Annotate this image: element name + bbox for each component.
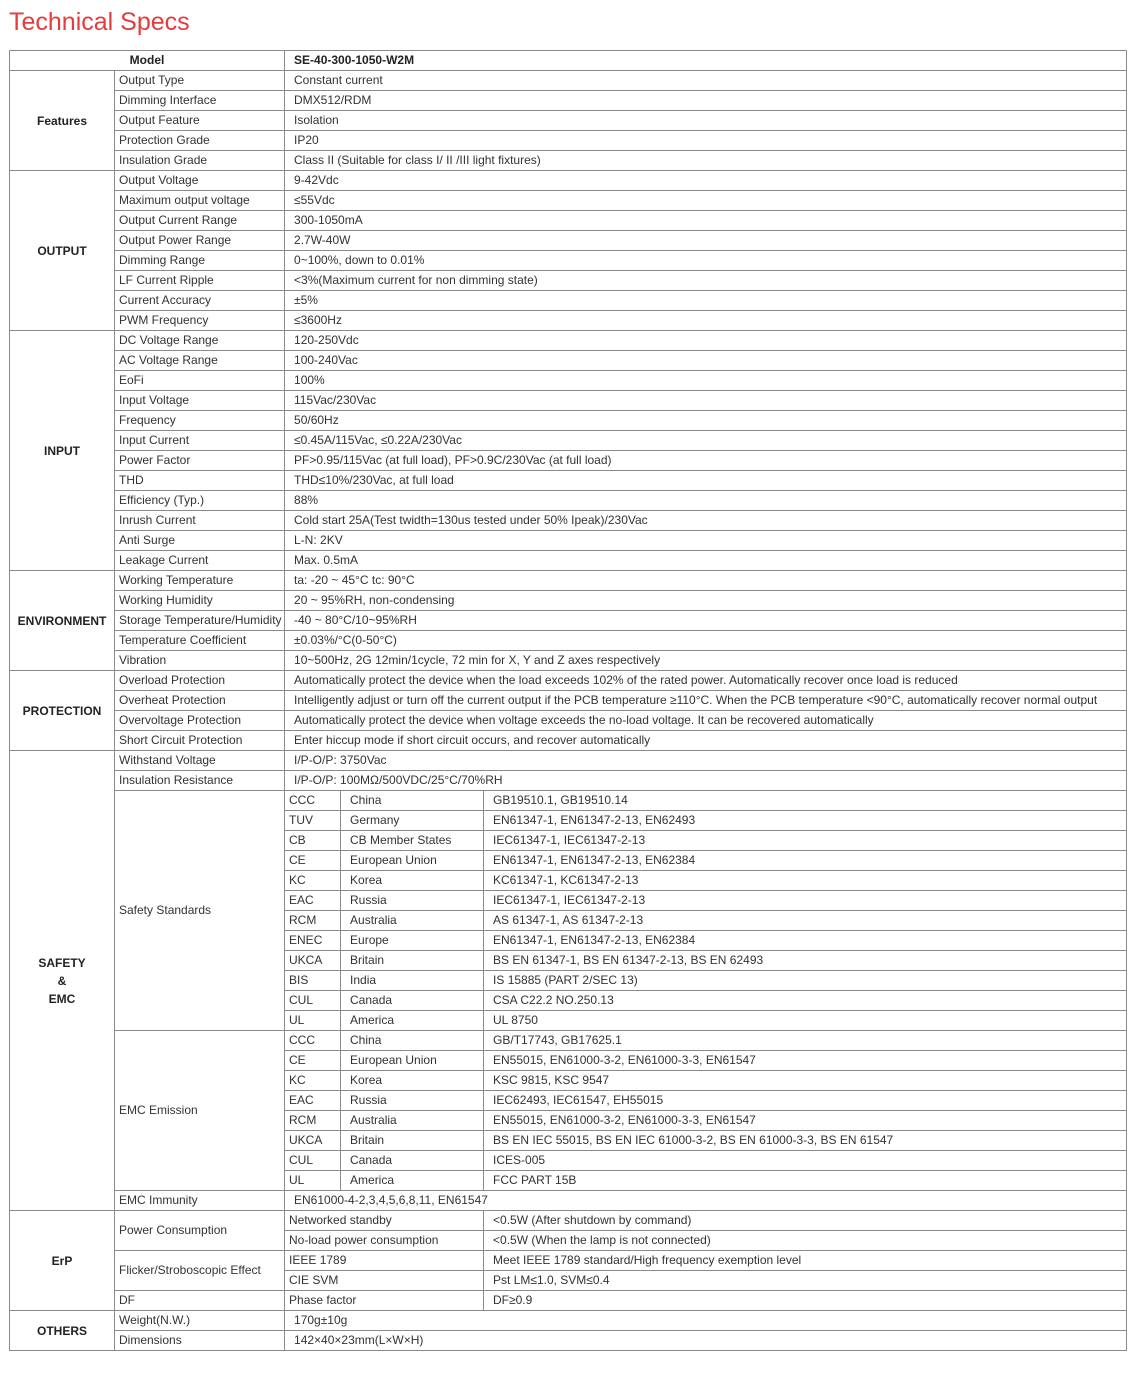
cert-code: CB: [285, 831, 341, 851]
table-row: [10, 391, 1127, 411]
spec-value: <3%(Maximum current for non dimming state): [285, 271, 1127, 291]
spec-value: 100-240Vac: [285, 351, 1127, 371]
table-row: [10, 491, 1127, 511]
cert-code: RCM: [285, 1111, 341, 1131]
spec-name: Insulation Resistance: [115, 771, 285, 791]
spec-value: 0~100%, down to 0.01%: [285, 251, 1127, 271]
spec-value: 300-1050mA: [285, 211, 1127, 231]
spec-value: ±0.03%/°C(0-50°C): [285, 631, 1127, 651]
table-row: [10, 731, 1127, 751]
spec-name: Overheat Protection: [115, 691, 285, 711]
table-row: [10, 211, 1127, 231]
spec-value: ≤0.45A/115Vac, ≤0.22A/230Vac: [285, 431, 1127, 451]
cert-region: Britain: [341, 1131, 484, 1151]
cert-standard: EN55015, EN61000-3-2, EN61000-3-3, EN61547: [484, 1051, 1127, 1071]
erp-item: CIE SVM: [285, 1271, 484, 1291]
table-row: [10, 271, 1127, 291]
cert-region: Korea: [341, 1071, 484, 1091]
spec-name: EMC Immunity: [115, 1191, 285, 1211]
table-row: [10, 631, 1127, 651]
spec-value: Automatically protect the device when the load exceeds 102% of the rated power. Automatically recover once load is reduced: [285, 671, 1127, 691]
spec-name: Dimensions: [115, 1331, 285, 1351]
table-row: [10, 451, 1127, 471]
erp-value: Pst LM≤1.0, SVM≤0.4: [484, 1271, 1127, 1291]
power-consumption-label: Power Consumption: [115, 1211, 285, 1251]
spec-value: 88%: [285, 491, 1127, 511]
table-row: [10, 1191, 1127, 1211]
table-row: [10, 551, 1127, 571]
spec-name: Working Temperature: [115, 571, 285, 591]
spec-name: Input Voltage: [115, 391, 285, 411]
emc-emission-label: EMC Emission: [115, 1031, 285, 1191]
spec-value: I/P-O/P: 3750Vac: [285, 751, 1127, 771]
table-row: [10, 131, 1127, 151]
erp-item: Phase factor: [285, 1291, 484, 1311]
cert-standard: KC61347-1, KC61347-2-13: [484, 871, 1127, 891]
table-row: [10, 111, 1127, 131]
cert-code: EAC: [285, 891, 341, 911]
erp-item: No-load power consumption: [285, 1231, 484, 1251]
cert-standard: IS 15885 (PART 2/SEC 13): [484, 971, 1127, 991]
cert-standard: BS EN 61347-1, BS EN 61347-2-13, BS EN 62493: [484, 951, 1127, 971]
spec-name: Insulation Grade: [115, 151, 285, 171]
table-row: [10, 771, 1127, 791]
cert-standard: FCC PART 15B: [484, 1171, 1127, 1191]
category-output: OUTPUT: [10, 171, 115, 331]
spec-value: 10~500Hz, 2G 12min/1cycle, 72 min for X, Y and Z axes respectively: [285, 651, 1127, 671]
spec-value: 2.7W-40W: [285, 231, 1127, 251]
spec-value: Cold start 25A(Test twidth=130us tested under 50% Ipeak)/230Vac: [285, 511, 1127, 531]
table-row: [10, 151, 1127, 171]
table-row: [10, 591, 1127, 611]
cert-code: UL: [285, 1011, 341, 1031]
spec-value: EN61000-4-2,3,4,5,6,8,11, EN61547: [285, 1191, 1127, 1211]
cert-region: Australia: [341, 1111, 484, 1131]
spec-value: IP20: [285, 131, 1127, 151]
spec-name: Output Power Range: [115, 231, 285, 251]
spec-name: Efficiency (Typ.): [115, 491, 285, 511]
cert-region: America: [341, 1011, 484, 1031]
category-features: Features: [10, 71, 115, 171]
spec-name: Temperature Coefficient: [115, 631, 285, 651]
spec-name: Output Feature: [115, 111, 285, 131]
table-row: [10, 371, 1127, 391]
cert-region: Germany: [341, 811, 484, 831]
cert-code: CUL: [285, 991, 341, 1011]
model-label: Model: [10, 51, 285, 71]
cert-code: BIS: [285, 971, 341, 991]
spec-value: Constant current: [285, 71, 1127, 91]
spec-name: Inrush Current: [115, 511, 285, 531]
table-row: [10, 411, 1127, 431]
table-row: [10, 1331, 1127, 1351]
table-row: [10, 1291, 1127, 1311]
spec-name: Output Voltage: [115, 171, 285, 191]
cert-standard: ICES-005: [484, 1151, 1127, 1171]
cert-region: Canada: [341, 1151, 484, 1171]
spec-value: DMX512/RDM: [285, 91, 1127, 111]
spec-value: Enter hiccup mode if short circuit occurs, and recover automatically: [285, 731, 1127, 751]
spec-name: Output Current Range: [115, 211, 285, 231]
spec-value: 20 ~ 95%RH, non-condensing: [285, 591, 1127, 611]
table-row: [10, 251, 1127, 271]
safety-standards-label: Safety Standards: [115, 791, 285, 1031]
cert-standard: IEC61347-1, IEC61347-2-13: [484, 831, 1127, 851]
spec-name: Storage Temperature/Humidity: [115, 611, 285, 631]
spec-name: THD: [115, 471, 285, 491]
category-safety-emc: [10, 751, 115, 1211]
spec-name: Dimming Range: [115, 251, 285, 271]
cert-code: CCC: [285, 791, 341, 811]
spec-value: 9-42Vdc: [285, 171, 1127, 191]
spec-name: EoFi: [115, 371, 285, 391]
erp-item: IEEE 1789: [285, 1251, 484, 1271]
cert-standard: GB/T17743, GB17625.1: [484, 1031, 1127, 1051]
table-row: [10, 691, 1127, 711]
cert-standard: GB19510.1, GB19510.14: [484, 791, 1127, 811]
category-input: INPUT: [10, 331, 115, 571]
spec-value: 100%: [285, 371, 1127, 391]
category-erp: ErP: [10, 1211, 115, 1311]
spec-name: DC Voltage Range: [115, 331, 285, 351]
table-row: [10, 1211, 1127, 1231]
cert-region: Canada: [341, 991, 484, 1011]
spec-value: THD≤10%/230Vac, at full load: [285, 471, 1127, 491]
cert-code: CE: [285, 1051, 341, 1071]
cert-code: EAC: [285, 1091, 341, 1111]
table-row: [10, 711, 1127, 731]
spec-value: Max. 0.5mA: [285, 551, 1127, 571]
spec-value: Class II (Suitable for class I/ II /III light fixtures): [285, 151, 1127, 171]
spec-value: 50/60Hz: [285, 411, 1127, 431]
spec-name: Withstand Voltage: [115, 751, 285, 771]
table-row: [10, 331, 1127, 351]
spec-name: Maximum output voltage: [115, 191, 285, 211]
table-row: [10, 791, 1127, 811]
cert-standard: AS 61347-1, AS 61347-2-13: [484, 911, 1127, 931]
spec-value: ≤3600Hz: [285, 311, 1127, 331]
spec-name: AC Voltage Range: [115, 351, 285, 371]
cert-region: Europe: [341, 931, 484, 951]
spec-value: I/P-O/P: 100MΩ/500VDC/25°C/70%RH: [285, 771, 1127, 791]
cert-standard: UL 8750: [484, 1011, 1127, 1031]
spec-value: 142×40×23mm(L×W×H): [285, 1331, 1127, 1351]
cert-region: China: [341, 791, 484, 811]
cert-region: Australia: [341, 911, 484, 931]
table-row: [10, 431, 1127, 451]
table-row: [10, 511, 1127, 531]
cert-code: CUL: [285, 1151, 341, 1171]
cert-code: KC: [285, 1071, 341, 1091]
category-protection: PROTECTION: [10, 671, 115, 751]
table-row: [10, 351, 1127, 371]
erp-value: <0.5W (After shutdown by command): [484, 1211, 1127, 1231]
spec-value: 120-250Vdc: [285, 331, 1127, 351]
table-row: [10, 1031, 1127, 1051]
table-row: [10, 171, 1127, 191]
spec-name: Short Circuit Protection: [115, 731, 285, 751]
spec-name: Anti Surge: [115, 531, 285, 551]
cert-code: RCM: [285, 911, 341, 931]
spec-name: Leakage Current: [115, 551, 285, 571]
spec-name: Overload Protection: [115, 671, 285, 691]
spec-name: Overvoltage Protection: [115, 711, 285, 731]
spec-name: Input Current: [115, 431, 285, 451]
cert-standard: EN61347-1, EN61347-2-13, EN62384: [484, 851, 1127, 871]
table-row: [10, 471, 1127, 491]
cert-code: UKCA: [285, 951, 341, 971]
cert-standard: CSA C22.2 NO.250.13: [484, 991, 1127, 1011]
table-row: [10, 91, 1127, 111]
specs-table: [9, 50, 1127, 1351]
spec-name: DF: [115, 1291, 285, 1311]
cert-standard: EN55015, EN61000-3-2, EN61000-3-3, EN61547: [484, 1111, 1127, 1131]
category-label-line: &: [57, 973, 67, 988]
spec-name: Frequency: [115, 411, 285, 431]
cert-code: KC: [285, 871, 341, 891]
spec-name: LF Current Ripple: [115, 271, 285, 291]
cert-standard: BS EN IEC 55015, BS EN IEC 61000-3-2, BS EN 61000-3-3, BS EN 61547: [484, 1131, 1127, 1151]
spec-value: Automatically protect the device when voltage exceeds the no-load voltage. It can be recovered automatically: [285, 711, 1127, 731]
cert-region: Korea: [341, 871, 484, 891]
spec-name: Vibration: [115, 651, 285, 671]
model-value: SE-40-300-1050-W2M: [285, 51, 1127, 71]
spec-name: Weight(N.W.): [115, 1311, 285, 1331]
category-others: OTHERS: [10, 1311, 115, 1351]
cert-region: America: [341, 1171, 484, 1191]
cert-region: Britain: [341, 951, 484, 971]
cert-region: China: [341, 1031, 484, 1051]
table-row: [10, 71, 1127, 91]
cert-standard: IEC61347-1, IEC61347-2-13: [484, 891, 1127, 911]
table-row: [10, 291, 1127, 311]
table-row: [10, 191, 1127, 211]
spec-name: Current Accuracy: [115, 291, 285, 311]
table-row: [10, 1251, 1127, 1271]
spec-value: L-N: 2KV: [285, 531, 1127, 551]
header-row: [10, 51, 1127, 71]
page-title: Technical Specs: [9, 8, 190, 36]
table-row: [10, 1311, 1127, 1331]
cert-code: CCC: [285, 1031, 341, 1051]
cert-region: Russia: [341, 1091, 484, 1111]
cert-code: CE: [285, 851, 341, 871]
spec-value: Intelligently adjust or turn off the current output if the PCB temperature ≥110°C. When the PCB temperature <90°C, automatically recover normal output: [285, 691, 1127, 711]
cert-code: TUV: [285, 811, 341, 831]
erp-value: <0.5W (When the lamp is not connected): [484, 1231, 1127, 1251]
spec-value: ≤55Vdc: [285, 191, 1127, 211]
cert-standard: EN61347-1, EN61347-2-13, EN62384: [484, 931, 1127, 951]
table-row: [10, 531, 1127, 551]
table-row: [10, 311, 1127, 331]
cert-region: India: [341, 971, 484, 991]
spec-name: Dimming Interface: [115, 91, 285, 111]
spec-name: PWM Frequency: [115, 311, 285, 331]
spec-value: -40 ~ 80°C/10~95%RH: [285, 611, 1127, 631]
cert-code: UKCA: [285, 1131, 341, 1151]
table-row: [10, 651, 1127, 671]
cert-region: European Union: [341, 851, 484, 871]
table-row: [10, 751, 1127, 771]
category-environment: ENVIRONMENT: [10, 571, 115, 671]
spec-name: Protection Grade: [115, 131, 285, 151]
spec-name: Working Humidity: [115, 591, 285, 611]
cert-region: European Union: [341, 1051, 484, 1071]
spec-value: Isolation: [285, 111, 1127, 131]
cert-standard: IEC62493, IEC61547, EH55015: [484, 1091, 1127, 1111]
erp-value: Meet IEEE 1789 standard/High frequency exemption level: [484, 1251, 1127, 1271]
category-label-line: SAFETY: [38, 955, 86, 970]
category-label-line: EMC: [48, 991, 76, 1006]
cert-standard: EN61347-1, EN61347-2-13, EN62493: [484, 811, 1127, 831]
erp-item: Networked standby: [285, 1211, 484, 1231]
cert-code: ENEC: [285, 931, 341, 951]
spec-value: ta: -20 ~ 45°C tc: 90°C: [285, 571, 1127, 591]
cert-region: CB Member States: [341, 831, 484, 851]
cert-region: Russia: [341, 891, 484, 911]
erp-value: DF≥0.9: [484, 1291, 1127, 1311]
spec-name: Output Type: [115, 71, 285, 91]
spec-name: Power Factor: [115, 451, 285, 471]
flicker-label: Flicker/Stroboscopic Effect: [115, 1251, 285, 1291]
table-row: [10, 671, 1127, 691]
table-row: [10, 231, 1127, 251]
table-row: [10, 571, 1127, 591]
spec-value: PF>0.95/115Vac (at full load), PF>0.9C/230Vac (at full load): [285, 451, 1127, 471]
spec-value: 115Vac/230Vac: [285, 391, 1127, 411]
spec-value: 170g±10g: [285, 1311, 1127, 1331]
spec-value: ±5%: [285, 291, 1127, 311]
cert-code: UL: [285, 1171, 341, 1191]
cert-standard: KSC 9815, KSC 9547: [484, 1071, 1127, 1091]
table-row: [10, 611, 1127, 631]
